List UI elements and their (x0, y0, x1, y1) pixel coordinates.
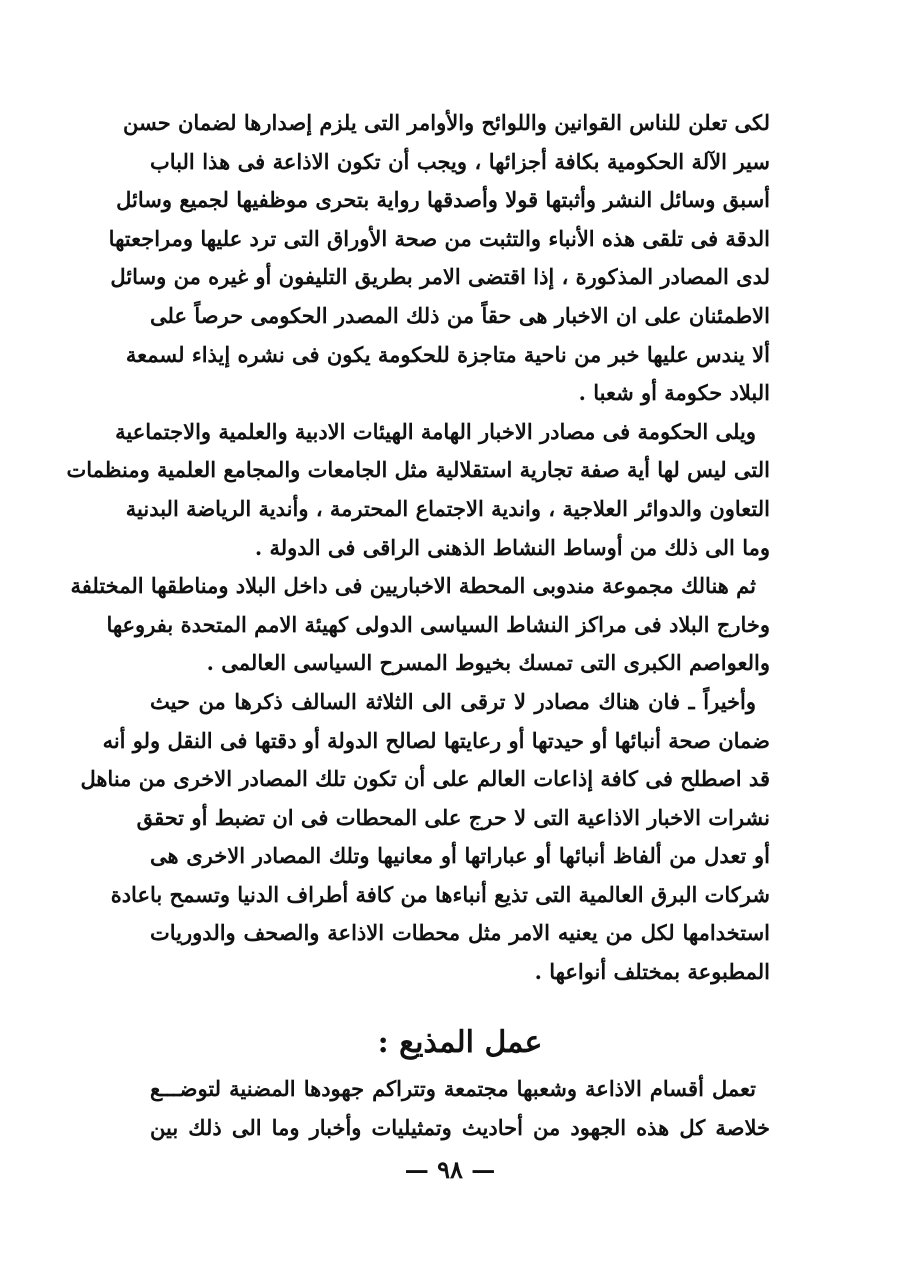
text-line: ويلى الحكومة فى مصادر الاخبار الهامة الهيئات الادبية والعلمية والاجتماعية (115, 418, 756, 444)
text-line: قد اصطلح فى كافة إذاعات العالم على أن تكون تلك المصادر الاخرى من مناهل (80, 766, 770, 792)
text-line: أو تعدل من ألفاظ أنبائها أو عباراتها أو معانيها وتلك المصادر الاخرى هى (150, 843, 770, 869)
text-line: والعواصم الكبرى التى تمسك بخيوط المسرح السياسى العالمى . (206, 650, 770, 676)
final-paragraph (150, 1070, 770, 1147)
text-line: البلاد حكومة أو شعبا . (578, 380, 770, 406)
text-line: التعاون والدوائر العلاجية ، واندية الاجتماع المحترمة ، وأندية الرياضة البدنية (125, 495, 770, 521)
text-line: لكى تعلن للناس القوانين واللوائح والأوامر التى يلزم إصدارها لضمان حسن (123, 110, 770, 135)
section-heading: عمل المذيع : (377, 1025, 543, 1060)
text-line: الدقة فى تلقى هذه الأنباء والتثبت من صحة الأوراق التى ترد عليها ومراجعتها (108, 225, 770, 251)
text-line: ضمان صحة أنبائها أو حيدتها أو رعايتها لصالح الدولة أو دقتها فى النقل ولو أنه (102, 727, 770, 753)
text-line: ألا يندس عليها خبر من ناحية متاجزة للحكومة يكون فى نشره إيذاء لسمعة (125, 341, 770, 367)
text-line: ثم هنالك مجموعة مندوبى المحطة الاخباريين فى داخل البلاد ومناطقها المختلفة (70, 573, 756, 599)
text-line: الاطمئنان على ان الاخبار هى حقاً من ذلك المصدر الحكومى حرصاً على (150, 302, 770, 328)
text-line: وأخيراً ـ فان هناك مصادر لا ترقى الى الثلاثة السالف ذكرها من حيث (150, 688, 756, 714)
text-line: تعمل أقسام الاذاعة وشعبها مجتمعة وتتراكم جهودها المضنية لتوضـــع (150, 1076, 756, 1101)
text-line: وخارج البلاد فى مراكز النشاط السياسى الدولى كهيئة الامم المتحدة بفروعها (106, 611, 770, 637)
text-line: أسبق وسائل النشر وأثبتها قولا وأصدقها رواية بتحرى موظفيها لجميع وسائل (116, 187, 770, 213)
text-line: سير الآلة الحكومية بكافة أجزائها ، ويجب أن تكون الاذاعة فى هذا الباب (150, 148, 770, 174)
body-text (66, 104, 770, 992)
text-line: شركات البرق العالمية التى تذيع أنباءها من كافة أطراف الدنيا وتسمح باعادة (110, 881, 770, 907)
text-line: التى ليس لها أية صفة تجارية استقلالية مثل الجامعات والمجامع العلمية ومنظمات (66, 457, 770, 483)
text-line: وما الى ذلك من أوساط النشاط الذهنى الراقى فى الدولة . (254, 534, 770, 560)
text-line: لدى المصادر المذكورة ، إذا اقتضى الامر بطريق التليفون أو غيره من وسائل (110, 264, 770, 290)
text-line: خلاصة كل هذه الجهود من أحاديث وتمثيليات وأخبار وما الى ذلك بين (150, 1114, 770, 1140)
page-number: — ٩٨ — (404, 1155, 496, 1184)
text-line: المطبوعة بمختلف أنواعها . (534, 959, 770, 985)
text-line: نشرات الاخبار الاذاعية التى لا حرج على المحطات فى ان تضبط أو تحقق (136, 804, 770, 830)
text-line: استخدامها لكل من يعنيه الامر مثل محطات الاذاعة والصحف والدوريات (150, 920, 770, 946)
